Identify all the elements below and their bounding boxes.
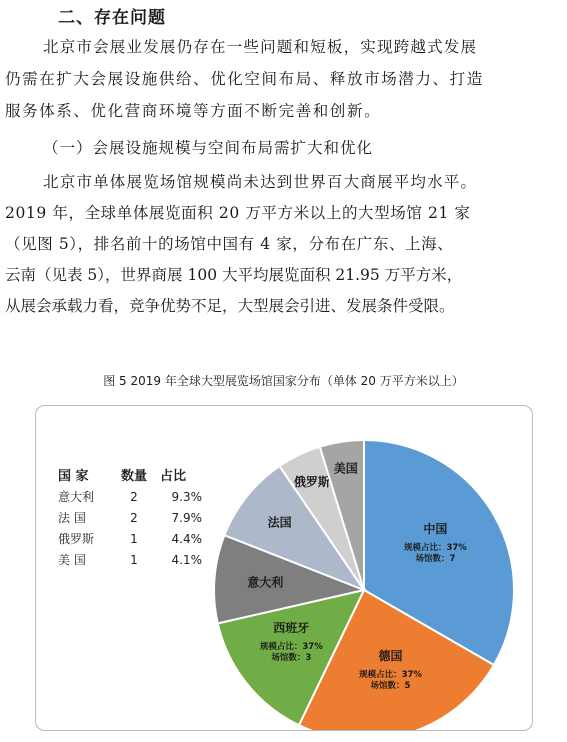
slice-detail-label: 规模占比：37% xyxy=(403,542,467,553)
slice-label: 法国 xyxy=(267,515,292,530)
table-cell-count: 1 xyxy=(130,532,138,546)
table-cell-share: 7.9% xyxy=(171,511,202,525)
body-line: 2019 年，全球单体展览面积 20 万平方米以上的大型场馆 21 家 xyxy=(5,204,471,222)
table-header-country: 国 家 xyxy=(58,469,89,484)
slice-label: 西班牙 xyxy=(273,621,310,635)
slice-label: 中国 xyxy=(423,521,448,536)
figure-caption: 图 5 2019 年全球大型展览场馆国家分布（单体 20 万平方米以上） xyxy=(103,374,464,388)
slice-label: 德国 xyxy=(378,649,403,663)
slice-detail-label: 场馆数：7 xyxy=(415,553,456,564)
intro-line: 仍需在扩大会展设施供给、优化空间布局、释放市场潜力、打造 xyxy=(5,70,484,88)
slice-detail-label: 场馆数：5 xyxy=(370,681,411,691)
table-cell-count: 1 xyxy=(130,553,138,567)
table-cell-count: 2 xyxy=(130,511,138,525)
slice-label: 俄罗斯 xyxy=(293,474,330,489)
subheading: （一）会展设施规模与空间布局需扩大和优化 xyxy=(43,139,374,157)
table-cell-country: 美 国 xyxy=(58,553,86,567)
section-heading: 二、存在问题 xyxy=(58,8,166,28)
table-cell-country: 俄罗斯 xyxy=(58,532,95,546)
slice-detail-label: 规模占比：37% xyxy=(359,670,422,680)
body-line: 北京市单体展览场馆规模尚未达到世界百大商展平均水平。 xyxy=(43,173,478,191)
table-cell-country: 意大利 xyxy=(58,490,95,504)
slice-label: 意大利 xyxy=(247,575,284,590)
slice-label: 美国 xyxy=(333,461,358,476)
body-line: 云南（见表 5），世界商展 100 大平均展览面积 21.95 万平方米， xyxy=(5,266,463,284)
slice-detail-label: 规模占比：37% xyxy=(259,642,323,652)
intro-line: 服务体系、优化营商环境等方面不断完善和创新。 xyxy=(5,102,382,120)
table-header-count: 数量 xyxy=(120,469,147,484)
table-cell-count: 2 xyxy=(130,490,138,504)
table-cell-share: 4.1% xyxy=(171,553,202,567)
table-cell-share: 4.4% xyxy=(171,532,202,546)
body-line: 从展会承载力看，竞争优势不足，大型展会引进、发展条件受限。 xyxy=(5,297,455,315)
intro-line: 北京市会展业发展仍存在一些问题和短板，实现跨越式发展 xyxy=(43,38,478,56)
table-cell-share: 9.3% xyxy=(171,490,202,504)
slice-detail-label: 场馆数：3 xyxy=(271,653,312,663)
body-line: （见图 5），排名前十的场馆中国有 4 家，分布在广东、上海、 xyxy=(5,235,454,253)
chart-frame xyxy=(35,405,533,731)
table-cell-country: 法 国 xyxy=(58,511,86,525)
table-header-share: 占比 xyxy=(160,469,187,484)
pie-chart xyxy=(36,406,532,730)
